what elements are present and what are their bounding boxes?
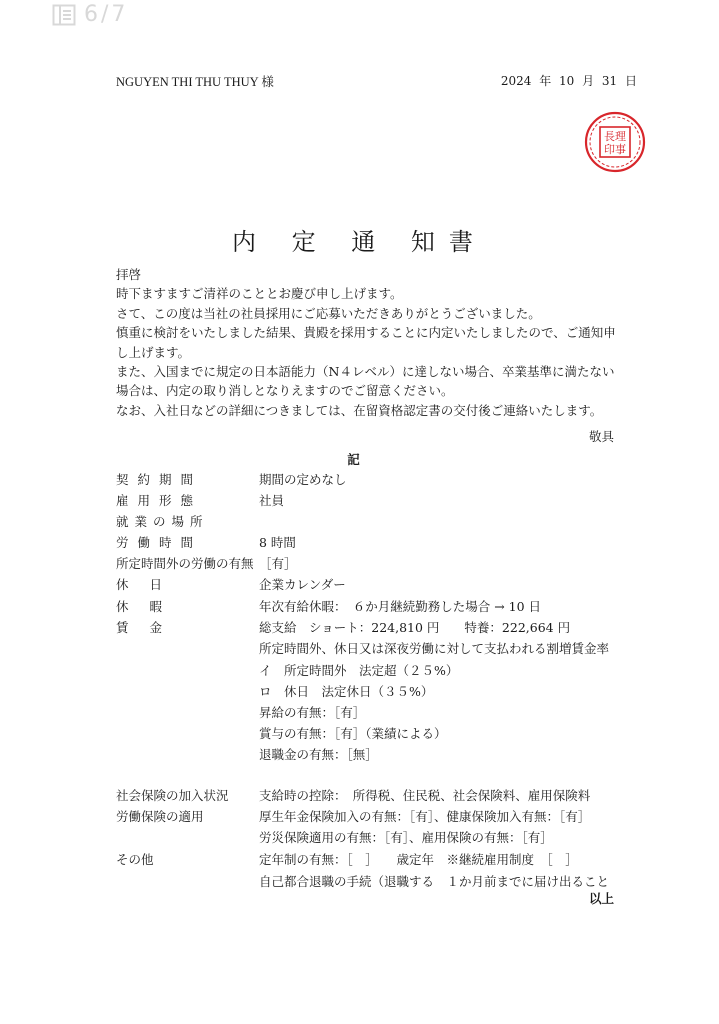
term-value: 年次有給休暇： ６か月継続勤務した場合 → 10 日 xyxy=(259,599,542,614)
document-icon xyxy=(52,4,76,26)
term-row xyxy=(116,703,365,721)
term-value: 企業カレンダー xyxy=(259,577,346,592)
term-label: 労働時間 xyxy=(116,535,203,550)
body-line: さて、この度は当社の社員採用にご応募いただきありがとうございました。 xyxy=(116,305,541,321)
term-row xyxy=(116,575,346,593)
term-label: 社会保険の加入状況 xyxy=(116,788,229,803)
term-value: 支給時の控除： 所得税、住民税、社会保険料、雇用保険料 xyxy=(259,788,591,803)
term-value: 賞与の有無：［有］（業績による） xyxy=(259,726,447,741)
term-value: 厚生年金保険加入の有無：［有］、健康保険加入有無：［有］ xyxy=(259,809,591,824)
term-label: 賃金 xyxy=(116,620,184,635)
svg-text:長理: 長理 xyxy=(604,130,626,143)
letter-date: 2024 年 10 月 31 日 xyxy=(500,74,637,88)
body-line: なお、入社日などの詳細につきましては、在留資格認定書の交付後ご連絡いたします。 xyxy=(116,402,603,418)
term-label xyxy=(116,639,259,657)
term-value: 8 時間 xyxy=(259,535,296,550)
term-row xyxy=(116,682,433,700)
term-value: 総支給 ショート：224,810 円 特養：222,664 円 xyxy=(259,620,571,635)
term-label xyxy=(116,872,259,890)
term-value: 昇給の有無：［有］ xyxy=(259,705,366,720)
body-line: し上げます。 xyxy=(116,344,191,360)
term-label: その他 xyxy=(116,852,154,867)
document-title: 内 定 通 知書 xyxy=(232,228,487,256)
term-row xyxy=(116,597,541,615)
term-row xyxy=(116,554,297,572)
term-label: 契約期間 xyxy=(116,472,203,487)
term-value: イ 所定時間外 法定超（２５%） xyxy=(259,663,459,678)
body-line: 場合は、内定の取り消しとなりえますのでご留意ください。 xyxy=(116,383,454,399)
term-label xyxy=(116,828,259,846)
ki-heading: 記 xyxy=(347,452,360,467)
term-value: ロ 休日 法定休日（３５%） xyxy=(259,684,434,699)
recipient-name: NGUYEN THI THU THUY 様 xyxy=(116,75,274,89)
term-label xyxy=(116,661,259,679)
body-line: 時下ますますご清祥のこととお慶び申し上げます。 xyxy=(116,286,403,302)
term-row xyxy=(116,786,590,804)
svg-text:印事: 印事 xyxy=(604,143,626,156)
term-value: 定年制の有無：［ ］ 歳定年 ※継続雇用制度 ［ ］ xyxy=(259,852,578,867)
term-row xyxy=(116,491,284,509)
term-value: 労災保険適用の有無：［有］、雇用保険の有無：［有］ xyxy=(259,830,553,845)
term-row xyxy=(116,512,259,530)
term-row xyxy=(116,533,296,551)
term-label: 雇用形態 xyxy=(116,493,203,508)
body-line: また、入国までに規定の日本語能力（N４レベル）に達しない場合、卒業基準に満たない xyxy=(116,364,615,380)
term-value: 期間の定めなし xyxy=(259,472,347,487)
term-label: 就業の場所 xyxy=(116,514,209,529)
term-row xyxy=(116,618,570,636)
term-label xyxy=(116,703,259,721)
term-row xyxy=(116,828,553,846)
term-label: 所定時間外の労働の有無 xyxy=(116,556,254,571)
term-row xyxy=(116,470,347,488)
term-label xyxy=(116,745,259,763)
term-label xyxy=(116,724,259,742)
company-seal xyxy=(583,110,647,174)
term-label xyxy=(116,682,259,700)
term-value: 退職金の有無：［無］ xyxy=(259,747,378,762)
term-row xyxy=(116,661,458,679)
closing-keigu: 敬具 xyxy=(588,429,614,444)
term-row xyxy=(116,872,609,890)
term-label: 休日 xyxy=(116,577,184,592)
body-line: 拝啓 xyxy=(116,267,142,282)
term-row xyxy=(116,639,609,657)
letter-body xyxy=(116,265,616,420)
term-value: 所定時間外、休日又は深夜労働に対して支払われる割増賃金率 xyxy=(259,641,610,656)
term-value: 社員 xyxy=(259,493,285,508)
term-row xyxy=(116,745,378,763)
page-indicator xyxy=(52,2,128,27)
term-row xyxy=(116,807,590,825)
term-value: ［有］ xyxy=(259,556,297,571)
closing-ijo: 以上 xyxy=(588,891,614,906)
term-label: 労働保険の適用 xyxy=(116,809,204,824)
body-line: 慎重に検討をいたしました結果、貴殿を採用することに内定いたしましたので、ご通知申 xyxy=(116,325,616,341)
term-row xyxy=(116,850,578,868)
term-value: 自己都合退職の手続（退職する １か月前までに届け出ること xyxy=(259,874,610,889)
term-label: 休暇 xyxy=(116,599,184,614)
page-indicator-text: 6/7 xyxy=(84,2,129,27)
term-row xyxy=(116,724,447,742)
